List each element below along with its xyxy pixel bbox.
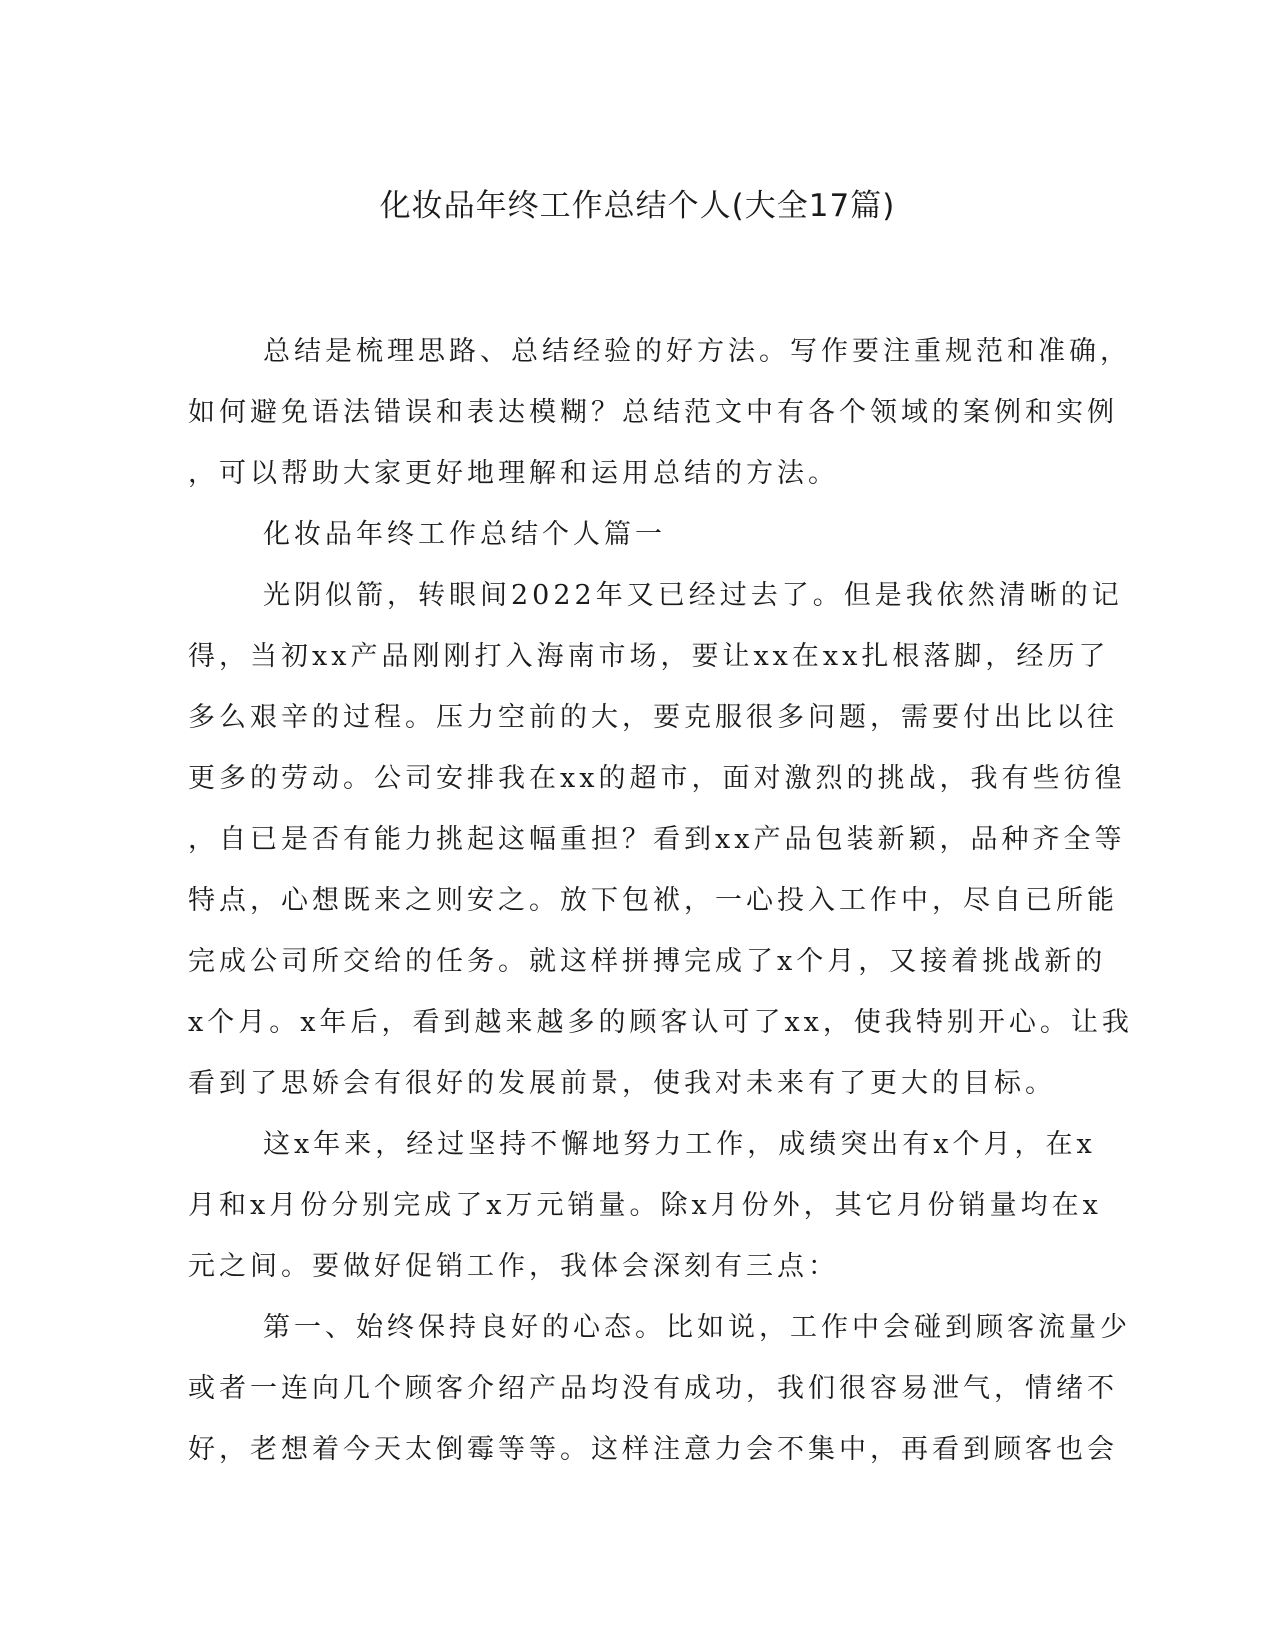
text-line: 总结是梳理思路、总结经验的好方法。写作要注重规范和准确， [263, 336, 1131, 367]
text-line: 特点，心想既来之则安之。放下包袱，一心投入工作中，尽自已所能 [188, 885, 1118, 916]
paragraph-body-2 [188, 1114, 1102, 1297]
text-line: ，自已是否有能力挑起这幅重担？看到xx产品包装新颖，品种齐全等 [188, 824, 1126, 855]
text-line: 如何避免语法错误和表达模糊？总结范文中有各个领域的案例和实例 [188, 397, 1118, 428]
text-line: 更多的劳动。公司安排我在xx的超市，面对激烈的挑战，我有些彷徨 [188, 763, 1126, 794]
paragraph-body-3 [188, 1297, 1131, 1480]
text-line: 得，当初xx产品刚刚打入海南市场，要让xx在xx扎根落脚，经历了 [188, 641, 1110, 672]
text-line: 元之间。要做好促销工作，我体会深刻有三点： [188, 1251, 839, 1282]
text-line: 或者一连向几个顾客介绍产品均没有成功，我们很容易泄气，情绪不 [188, 1373, 1118, 1404]
text-line: 这x年来，经过坚持不懈地努力工作，成绩突出有x个月，在x [263, 1129, 1096, 1160]
text-line: 第一、始终保持良好的心态。比如说，工作中会碰到顾客流量少 [263, 1312, 1131, 1343]
text-line: 光阴似箭，转眼间2022年又已经过去了。但是我依然清晰的记 [263, 580, 1123, 611]
text-line: 化妆品年终工作总结个人篇一 [263, 519, 666, 550]
text-line: 看到了思娇会有很好的发展前景，使我对未来有了更大的目标。 [188, 1068, 1056, 1099]
text-line: 好，老想着今天太倒霉等等。这样注意力会不集中，再看到顾客也会 [188, 1434, 1118, 1465]
document-body [188, 321, 1133, 1480]
text-line: ，可以帮助大家更好地理解和运用总结的方法。 [188, 458, 839, 489]
text-line: x个月。x年后，看到越来越多的顾客认可了xx，使我特别开心。让我 [188, 1007, 1133, 1038]
paragraph-intro [188, 321, 1131, 504]
section-heading [188, 504, 1078, 565]
text-line: 月和x月份分别完成了x万元销量。除x月份外，其它月份销量均在x [188, 1190, 1102, 1221]
paragraph-body-1 [188, 565, 1133, 1114]
text-line: 完成公司所交给的任务。就这样拼搏完成了x个月，又接着挑战新的 [188, 946, 1107, 977]
document-title: 化妆品年终工作总结个人(大全17篇) [379, 188, 896, 224]
text-line: 多么艰辛的过程。压力空前的大，要克服很多问题，需要付出比以往 [188, 702, 1118, 733]
